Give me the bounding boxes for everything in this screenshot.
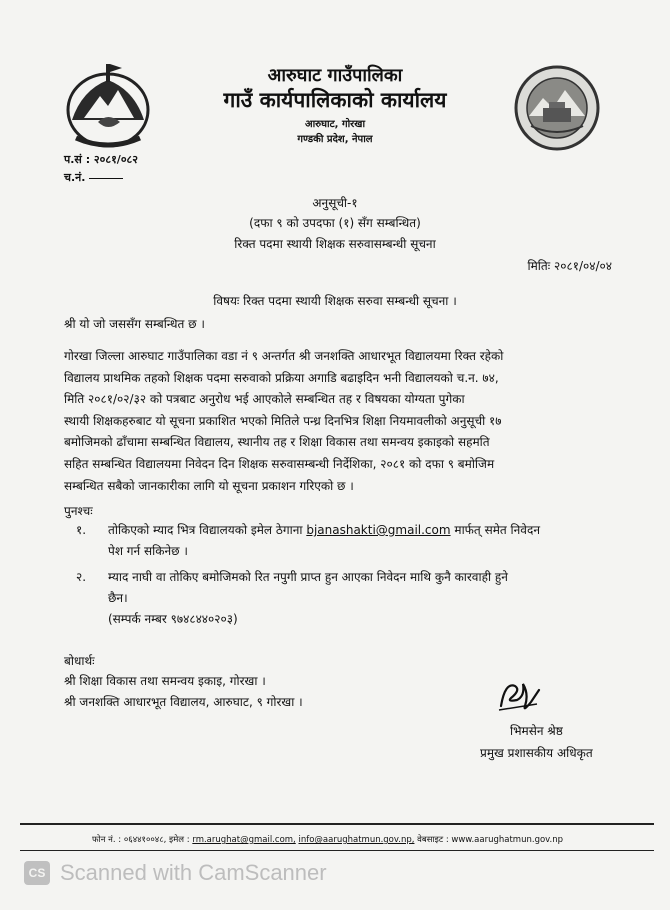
footer-email-link[interactable]: rm.arughat@gmail.com, xyxy=(192,835,296,845)
scanner-text: Scanned with CamScanner xyxy=(60,860,327,885)
body-line: बमोजिमको ढाँचामा सम्बन्धित विद्यालय, स्थानीय तह र शिक्षा विकास तथा समन्वय इकाइको सहमति xyxy=(64,435,490,450)
school-email-link[interactable]: bjanashakti@gmail.com xyxy=(306,523,451,537)
note-2-number: २. xyxy=(76,570,87,584)
note-1-line1: तोकिएको म्याद भित्र विद्यालयको इमेल ठेगाना bjanashakti@gmail.com मार्फत् समेत निवेदन xyxy=(108,523,540,537)
org-line2: गाउँ कार्यपालिकाको कार्यालय xyxy=(223,88,447,112)
camscanner-logo-icon: CS xyxy=(24,861,50,885)
address-line2: गण्डकी प्रदेश, नेपाल xyxy=(297,134,373,145)
scanner-watermark xyxy=(24,860,327,886)
body-line: विद्यालय प्राथमिक तहको शिक्षक पदमा सरुवाको प्रक्रिया अगाडि बढाइदिन भनी विद्यालयको च.न. ७४, xyxy=(64,370,499,385)
org-line1: आरुघाट गाउँपालिका xyxy=(267,65,403,86)
body-line: गोरखा जिल्ला आरुघाट गाउँपालिका वडा नं ९ अन्तर्गत श्री जनशक्ति आधारभूत विद्यालयमा रिक्त रहेको xyxy=(64,349,504,363)
annex-heading: रिक्त पदमा स्थायी शिक्षक सरुवासम्बन्धी सूचना xyxy=(234,237,436,251)
body-paragraph xyxy=(64,346,624,497)
annex-clause: (दफा ९ को उपदफा (१) सँग सम्बन्धित) xyxy=(249,216,421,230)
cc-heading: बोधार्थः xyxy=(64,654,95,668)
footer-divider-bottom xyxy=(20,850,654,851)
cc-item: श्री शिक्षा विकास तथा समन्वय इकाइ, गोरखा । xyxy=(64,674,266,688)
signature-icon xyxy=(495,676,543,714)
cc-item: श्री जनशक्ति आधारभूत विद्यालय, आरुघाट, ९ गोरखा । xyxy=(64,695,303,709)
footer-contact: फोन नं. : ०६४४१००४८, इमेल : rm.arughat@gmail.com, info@aarughatmun.gov.np, वेबसाइट : www.aarughatmun.gov.np xyxy=(92,835,564,845)
footer-info-email-link[interactable]: info@aarughatmun.gov.np, xyxy=(298,835,415,845)
note-1-number: १. xyxy=(76,523,87,537)
note-heading: पुनश्चः xyxy=(64,504,93,518)
signatory-name: भिमसेन श्रेष्ठ xyxy=(510,724,563,738)
dispatch-blank xyxy=(89,178,123,179)
signatory-title: प्रमुख प्रशासकीय अधिकृत xyxy=(480,746,593,760)
contact-number: (सम्पर्क नम्बर ९७४८४४०२०३) xyxy=(108,612,238,626)
salutation: श्री यो जो जससँग सम्बन्धित छ । xyxy=(64,317,205,331)
body-line: स्थायी शिक्षकहरुबाट यो सूचना प्रकाशित भएको मितिले पन्ध्र दिनभित्र शिक्षा नियमावलीको अनुसूची १७ xyxy=(64,413,502,428)
notice-date: मितिः २०८१/०४/०४ xyxy=(527,259,612,273)
dispatch-number: च.नं. xyxy=(64,170,123,185)
address-line1: आरुघाट, गोरखा xyxy=(304,119,366,130)
note-2-line1: म्याद नाघी वा तोकिए बमोजिमको रित नपुगी प्राप्त हुन आएका निवेदन माथि कुनै कारवाही हुने xyxy=(108,570,508,584)
body-line: मिति २०८१/०२/३२ को पत्रबाट अनुरोध भई आएकोले सम्बन्धित तह र विषयका योग्यता पुगेका xyxy=(64,392,465,407)
note-1-line2: पेश गर्न सकिनेछ । xyxy=(108,544,188,558)
subject-line: विषयः रिक्त पदमा स्थायी शिक्षक सरुवा सम्बन्धी सूचना । xyxy=(213,294,457,308)
footer-website[interactable]: वेबसाइट : www.aarughatmun.gov.np xyxy=(417,835,564,845)
reference-number: प.सं : २०८१/०८२ xyxy=(64,153,138,166)
body-line: सहित सम्बन्धित विद्यालयमा निवेदन दिन शिक्षक सरुवासम्बन्धी निर्देशिका, २०८१ को दफा ९ बमोजिम xyxy=(64,456,495,471)
body-line: सम्बन्धित सबैको जानकारीका लागि यो सूचना प्रकाशन गरिएको छ । xyxy=(64,478,354,493)
annex-title: अनुसूची-१ xyxy=(312,196,358,210)
note-2-line2: छैन। xyxy=(108,591,128,605)
footer-divider xyxy=(20,823,654,825)
